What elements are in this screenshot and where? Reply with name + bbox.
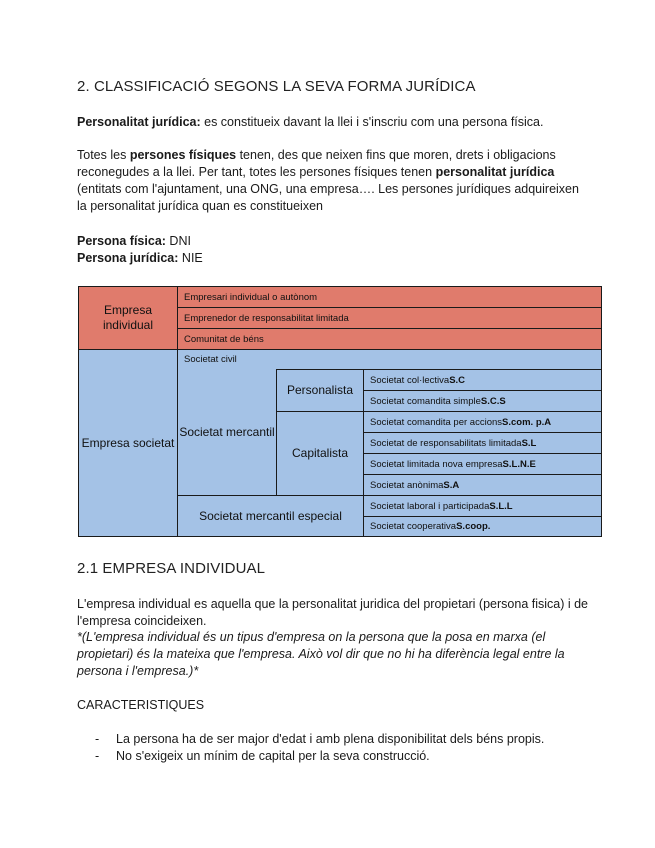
persons-text-2: tenen, des que neixen fins que moren, drets i obligacions reconegudes a la llei. Per tant, totes les persones físiques tenen (77, 148, 556, 179)
row-abbr: S.L.N.E (502, 458, 536, 470)
individual-row: Emprenedor de responsabilitat limitada (184, 312, 349, 324)
personalista-row (364, 391, 601, 411)
table-border (78, 286, 79, 537)
characteristics-title: CARACTERISTIQUES (77, 698, 205, 712)
row-text: Societat anònima (370, 479, 444, 491)
persona-fisica-label: Persona física: (77, 234, 166, 248)
row-text: Societat limitada nova empresa (370, 458, 503, 470)
individual-note: *(L'empresa individual és un tipus d'empresa on la persona que la posa en marxa (el propietari) és la mateixa que l'empresa. Això vol dir que no hi ha diferència legal entre la persona i l'empresa.)* (77, 630, 565, 678)
societat-mercantil-especial-label: Societat mercantil especial (199, 508, 342, 523)
characteristic-item: La persona ha de ser major d'edat i amb plena disponibilitat dels béns propis. (116, 732, 545, 746)
bullet-dash: - (95, 732, 100, 746)
persons-text-1: Totes les (77, 148, 130, 162)
capitalista-label: Capitalista (291, 446, 349, 460)
individual-paragraph: L'empresa individual es aquella que la personalitat juridica del propietari (persona fisica) i de l'empresa coincideixen. (77, 597, 589, 628)
individual-row: Empresari individual o autònom (184, 291, 318, 303)
persons-paragraph (77, 147, 587, 215)
definition-label: Personalitat jurídica: (77, 115, 201, 129)
characteristic-item: No s'exigeix un mínim de capital per la seva construcció. (116, 749, 430, 763)
row-abbr: S.C.S (480, 395, 506, 407)
row-text: Societat col·lectiva (370, 374, 450, 386)
bullet-dash: - (95, 749, 100, 763)
individual-row: Comunitat de béns (184, 333, 264, 345)
row-text: Societat cooperativa (370, 521, 457, 532)
empresa-societat-label: Empresa societat (81, 435, 175, 450)
definition-paragraph (77, 114, 597, 131)
personalista-row (364, 370, 601, 390)
capitalista-row (364, 433, 601, 453)
row-text: Societat de responsabilitats limitada (370, 437, 522, 449)
persons-bold-1: persones físiques (129, 148, 237, 162)
especial-row (364, 517, 601, 536)
persons-bold-2: personalitat jurídica (435, 165, 555, 179)
societat-civil: Societat civil (184, 354, 237, 365)
capitalista-row (364, 412, 601, 432)
section-title: 2. CLASSIFICACIÓ SEGONS LA SEVA FORMA JURÍDICA (77, 78, 476, 95)
persona-juridica-value: NIE (178, 251, 203, 265)
definition-text: es constitueix davant la llei i s'inscriu com una persona física. (200, 115, 544, 129)
subsection-title: 2.1 EMPRESA INDIVIDUAL (77, 560, 266, 577)
personalista-label: Personalista (286, 383, 354, 397)
table-border (78, 536, 602, 537)
persona-fisica-value: DNI (165, 234, 191, 248)
capitalista-row (364, 454, 601, 474)
persona-juridica-line (77, 250, 203, 267)
row-abbr: S.A (443, 479, 460, 491)
row-text: Societat comandita per accions (370, 416, 503, 428)
row-abbr: S.com. p.A (502, 416, 552, 428)
row-text: Societat comandita simple (370, 395, 481, 407)
capitalista-row (364, 475, 601, 495)
row-abbr: S.L.L (489, 500, 513, 512)
persona-juridica-label: Persona jurídica: (77, 251, 179, 265)
persons-text-3: (entitats com l'ajuntament, una ONG, una empresa…. Les persones jurídiques adquireixen la personalitat jurídica quan es constitueixen (77, 182, 579, 213)
societat-mercantil-label: Societat mercantil (179, 425, 275, 439)
persona-fisica-line (77, 233, 191, 250)
empresa-individual-label: Empresa individual (102, 303, 154, 332)
row-abbr: S.coop. (456, 521, 491, 532)
especial-row (364, 496, 601, 516)
row-text: Societat laboral i participada (370, 500, 490, 512)
classification-table (78, 286, 602, 537)
row-abbr: S.C (449, 374, 466, 386)
row-abbr: S.L (521, 437, 537, 449)
